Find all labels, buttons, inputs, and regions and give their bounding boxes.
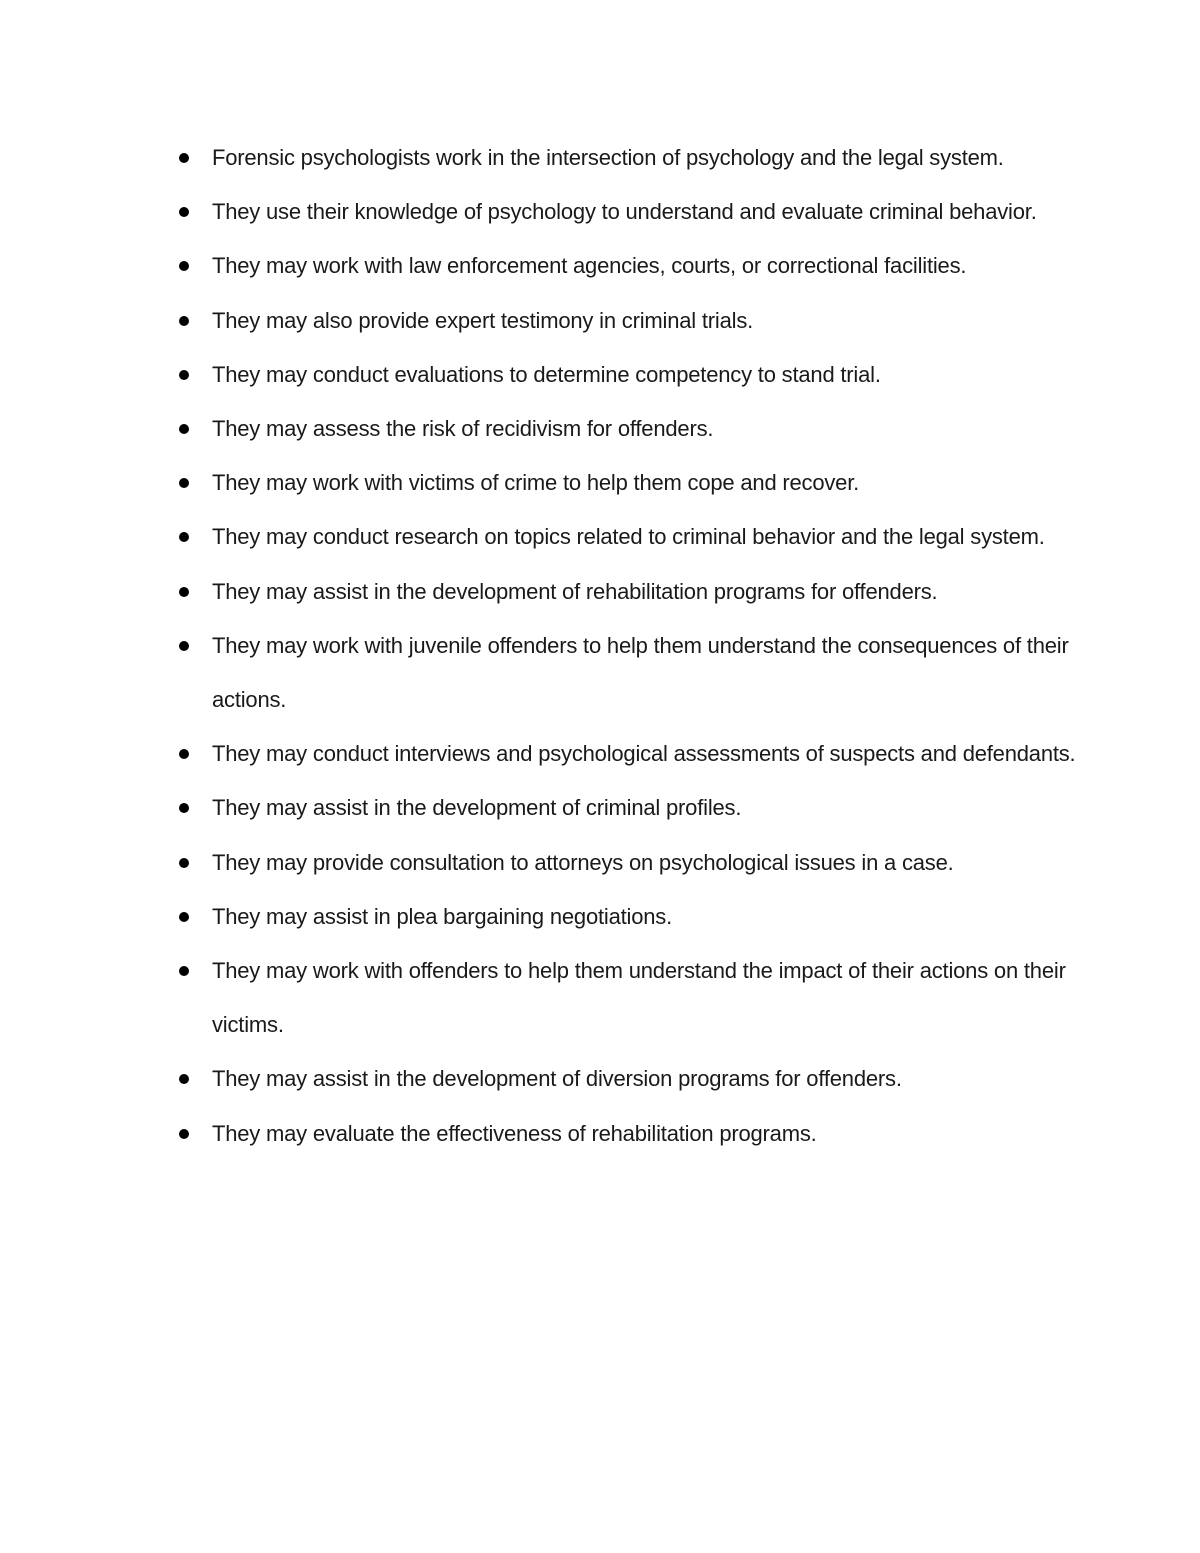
bullet-dot-icon	[179, 207, 189, 217]
list-item-text: They may conduct interviews and psychological assessments of suspects and defendants.	[212, 741, 1076, 767]
bullet-dot-icon	[179, 532, 189, 542]
list-item	[176, 1052, 1076, 1106]
list-item	[176, 727, 1076, 781]
list-item	[176, 944, 1076, 1052]
bullet-dot-icon	[179, 261, 189, 271]
list-item-text: Forensic psychologists work in the intersection of psychology and the legal system.	[212, 145, 1004, 170]
list-item-text: They may also provide expert testimony in criminal trials.	[212, 307, 754, 333]
list-item-text: They may work with juvenile offenders to help them understand the consequences of their actions.	[212, 632, 1069, 713]
list-item	[176, 619, 1076, 727]
list-item-text: They may work with law enforcement agencies, courts, or correctional facilities.	[212, 253, 967, 279]
list-item	[176, 781, 1076, 835]
bullet-dot-icon	[179, 316, 189, 326]
list-item-text: They may assist in the development of criminal profiles.	[212, 795, 742, 821]
bullet-dot-icon	[179, 803, 189, 813]
bullet-dot-icon	[179, 641, 189, 651]
list-item-text: They may provide consultation to attorneys on psychological issues in a case.	[212, 849, 954, 875]
bullet-dot-icon	[179, 370, 189, 380]
bullet-dot-icon	[179, 749, 189, 759]
list-item-text: They may work with offenders to help them understand the impact of their actions on their victims.	[212, 958, 1066, 1038]
list-item-text: They may conduct research on topics related to criminal behavior and the legal system.	[212, 524, 1045, 550]
bullet-dot-icon	[179, 1129, 189, 1139]
list-item-text: They may work with victims of crime to help them cope and recover.	[212, 470, 860, 496]
bullet-dot-icon	[179, 587, 189, 597]
bullet-dot-icon	[179, 153, 189, 163]
bullet-dot-icon	[179, 966, 189, 976]
list-item-text: They may conduct evaluations to determine competency to stand trial.	[212, 361, 881, 387]
bullet-dot-icon	[179, 858, 189, 868]
list-item-text: They use their knowledge of psychology to understand and evaluate criminal behavior.	[212, 199, 1037, 225]
bullet-dot-icon	[179, 424, 189, 434]
list-item	[176, 131, 1076, 185]
list-item	[176, 402, 1076, 456]
bullet-list	[176, 131, 1076, 1161]
list-item-text: They may assist in plea bargaining negotiations.	[212, 903, 673, 929]
list-item	[176, 456, 1076, 510]
list-item	[176, 836, 1076, 890]
list-item	[176, 1107, 1076, 1161]
bullet-dot-icon	[179, 1074, 189, 1084]
list-item	[176, 239, 1076, 293]
bullet-dot-icon	[179, 478, 189, 488]
list-item-text: They may assist in the development of diversion programs for offenders.	[212, 1066, 902, 1092]
bullet-dot-icon	[179, 912, 189, 922]
list-item-text: They may assess the risk of recidivism for offenders.	[212, 416, 714, 442]
list-item	[176, 890, 1076, 944]
list-item	[176, 185, 1076, 239]
list-item	[176, 294, 1076, 348]
list-item	[176, 348, 1076, 402]
list-item	[176, 510, 1076, 564]
list-item-text: They may evaluate the effectiveness of rehabilitation programs.	[212, 1120, 817, 1146]
list-item-text: They may assist in the development of rehabilitation programs for offenders.	[212, 578, 938, 604]
list-item	[176, 565, 1076, 619]
